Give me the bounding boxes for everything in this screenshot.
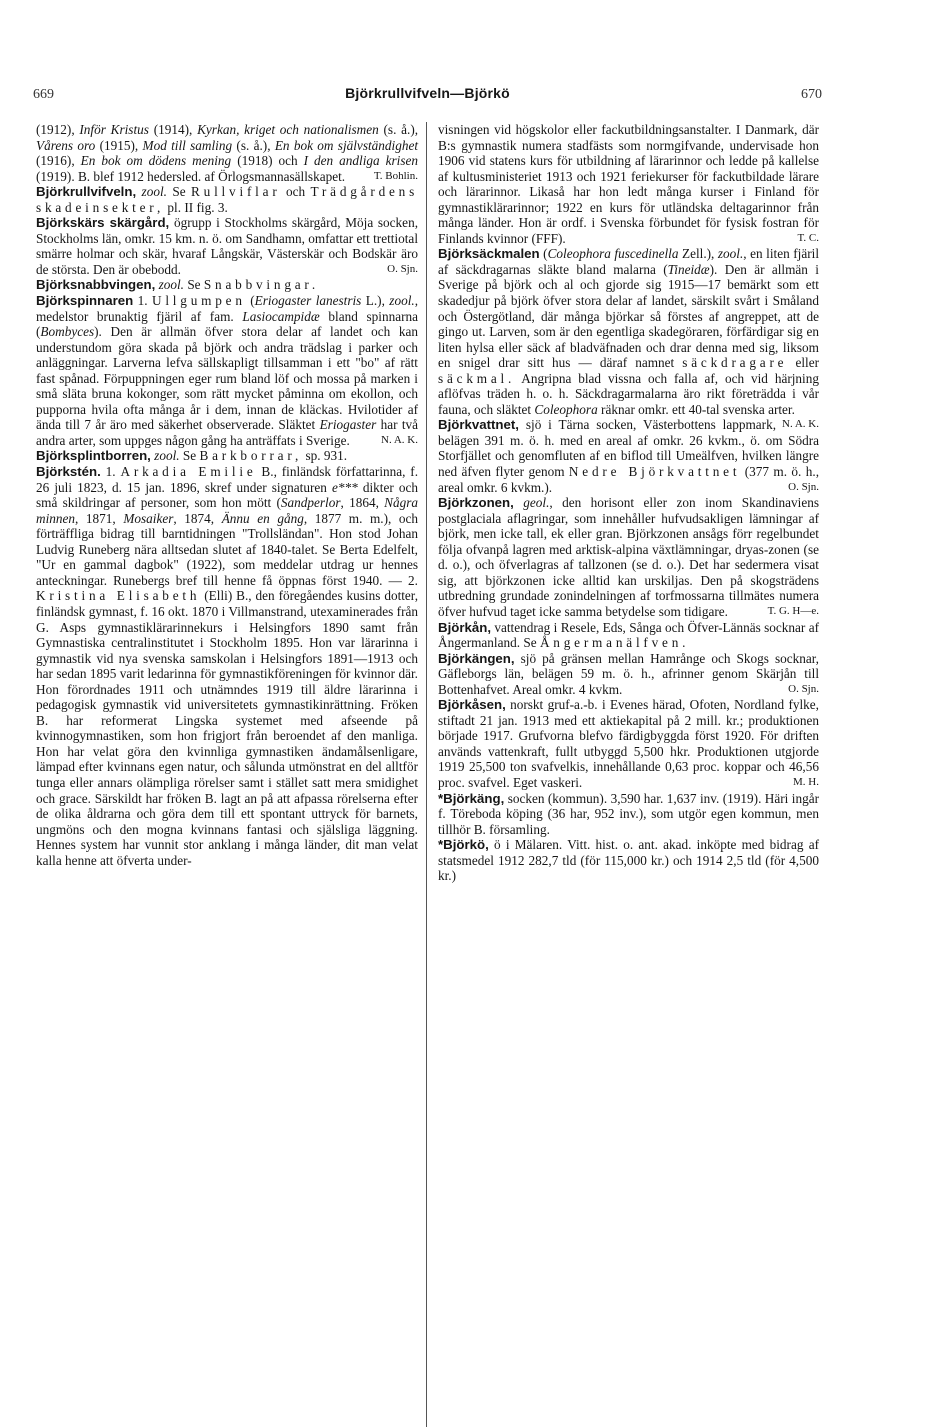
running-title: Björkrullvifveln—Björkö bbox=[345, 85, 510, 101]
headword: Björkskärs skärgård, bbox=[36, 215, 170, 231]
headword: Björksnabbvingen, bbox=[36, 277, 156, 293]
right-page-number: 670 bbox=[800, 87, 822, 102]
column-divider bbox=[426, 122, 427, 1427]
entry-bjorkasen: Björkåsen, norskt gruf-a.-b. i Evenes härad, Ofoten, Nordland fylke, stiftadt 21 jan. 1913 med ett aktiekapital på 2 mill. kr.; produktionen började 1917. Grufvorna blefvo färdigbyggda först 1920. För driften används vattenkraft, fullt utbyggd 5,500 hkr. Produktionen utgjorde 1919 25,500 ton svafvelkis, innehållande 0,63 proc. koppar och 46,56 proc. svafvel. Eget vaskeri. M. H. bbox=[438, 697, 819, 790]
headword: *Björkäng, bbox=[438, 790, 505, 806]
author-signature: N. A. K. bbox=[381, 433, 418, 446]
entry-bjorksackmalen: Björksäckmalen (Coleophora fuscedinella Zell.), zool., en liten fjäril af säckdragarnas släkte bland malarna (Tineidæ). Den är allmän i Sverige på björk och al och gjorde sig 1915—17 bemärkt som ett skadedjur på björk öfver stora delar af landet, särskilt svårt i Småland och Östergötland, där många björkar så förstes af angreppet, att de gingo ut. Larven, som är den egentliga skadegöraren, förfärdigar sig en liten hylsa eller säck af bladväfnaden och drar denna med sig, liksom en snigel drar sitt hus — däraf namnet säckdragare eller säckmal. Angripna blad vissna och falla af, och vid härjning aflöfvas träden h. o. h. Säckdragarmalarna äro rikt företrädda i vår fauna, och släktet Coleophora räknar omkr. ett 40-tal svenska arter. N. A. K. bbox=[438, 246, 819, 417]
author-signature: T. C. bbox=[797, 231, 819, 244]
author-signature: M. H. bbox=[793, 775, 819, 788]
entry-bjorkan: Björkån, vattendrag i Resele, Eds, Sånga och Öfver-Lännäs socknar af Ångermanland. Se Ångermanälfven. bbox=[438, 619, 819, 651]
author-signature: O. Sjn. bbox=[387, 262, 418, 275]
headword: Björkåsen, bbox=[438, 697, 506, 713]
entry-bjorkvattnet: Björkvattnet, sjö i Tärna socken, Västerbottens lappmark, belägen 391 m. ö. h. med en areal af omkr. 26 kvkm., ö. om Södra Storfjället och genomfluten af en biflod till Umeälfven, hvilken längre ned äfven flyter genom Nedre Björkvattnet (377 m. ö. h., areal omkr. 6 kvkm.). O. Sjn. bbox=[438, 417, 820, 495]
headword: Björkspinnaren bbox=[36, 293, 134, 309]
headword: Björkängen, bbox=[438, 650, 515, 666]
headword: Björkvattnet, bbox=[438, 417, 519, 433]
headword: Björksäckmalen bbox=[438, 246, 540, 262]
author-signature: O. Sjn. bbox=[788, 682, 819, 695]
entry-bjorkang: *Björkäng, socken (kommun). 3,590 har. 1,637 inv. (1919). Häri ingår f. Töreboda köping (36 har, 952 inv.), som utgör egen kommun, men tillhör B. församling. bbox=[438, 790, 819, 837]
headword: Björkzonen, bbox=[438, 495, 514, 511]
headword: Björksplintborren, bbox=[36, 448, 151, 464]
entry-bjorkrullvifveln: Björkrullvifveln, zool. Se Rullviflar och Trädgårdens skadeinsekter, pl. II fig. 3. bbox=[36, 184, 419, 215]
left-column bbox=[36, 122, 418, 868]
running-header bbox=[33, 85, 822, 103]
entry-bjorksnabbvingen: Björksnabbvingen, zool. Se Snabbvingar. bbox=[36, 277, 320, 293]
headword: *Björkö, bbox=[438, 837, 489, 853]
entry-bjorkangen: Björkängen, sjö på gränsen mellan Hamrånge och Skogs socknar, Gäfleborgs län, belägen 59 m. ö. h., afrinner genom Skärjån till Bottenhafvet. Areal omkr. 4 kvkm. O. Sjn. bbox=[438, 650, 819, 697]
entry-bjorksten: Björkstén. 1. Arkadia Emilie B., finländsk författarinna, f. 26 juli 1823, d. 15 jan. 1896, skref under signaturen e*** dikter och små skildringar af personer, som hon mött (Sandperlor, 1864, Några minnen, 1871, Mosaiker, 1874, Ännu en gång, 1877 m. m.), och förträffliga bidrag till barntidningen "Trollsländan". Hon stod Johan Ludvig Runeberg nära alltsedan slutet af 1840-talet. Se Berta Edelfelt, "Ur en gammal dagbok" (1922), som meddelar utdrag ur hennes anteckningar. Runebergs bref till henne få öppnas först 1940. — 2. Kristina Elisabeth (Elli) B., den föregåendes kusins dotter, finländsk gymnast, f. 16 okt. 1870 i Villmanstrand, utexaminerades från G. Asps gymnastiklärarinnekurs i Helsingfors 1890 samt från Gymnastiska centralinstitutet i Stockholm 1895. Hon var lärarinna i gymnastik vid nya svenska samskolan i Helsingfors 1891—1913 och har sedan 1895 varit ledarinna för gymnastikföreningen för kvinnor där. Hon förordnades 1911 och utnämndes 1919 till äldre lärarinna i pedagogisk gymnastik vid universitetets gymnastikinrättning. Fröken B. har reformerat Lingska systemet med afseende på kvinnogymnastiken, som hon frigjort från beroendet af den manliga. Hon har velat göra den kvinnliga gymnastiken ändamålsenligare, lämpad efter kvinnans egen natur, och sålunda utmönstrat en del alltför tunga eller annars olämpliga rörelser samt i stället satt mera smidighet och grace. Särskildt har fröken B. lagt an på att afpassa rörelserna efter de olika åldrarna och göra dem till ett spontant uttryck för barnets, ungmöns och den mogna kvinnans fantasi och själsliga läggning. Hennes system har vunnit stor anklang i många länder, dit man velat kalla henne att öfverta under- bbox=[36, 464, 419, 868]
entry-bjorkzonen: Björkzonen, geol., den horisont eller zon inom Skandinaviens postglaciala aflagringar, som innehåller hufvudsakligen lämningar af björk, men icke tall, ek eller gran. Björkzonen ansågs förr regelbundet följa ofvanpå lagren med arktisk-alpina växtlämningar, dryas-zonen (se d. o.), och öfverlagras af tallzonen (se d. o.). Det har sedermera visat sig, att björkzonen icke alltid kan urskiljas. Den på skogsträdens utbredning grundade zonindelningen af torfmossarna tillmätes numera öfver hufvud taget icke samma betydelse som tidigare. T. G. H—e. bbox=[438, 495, 820, 619]
author-signature: T. G. H—e. bbox=[767, 604, 819, 617]
right-column bbox=[438, 122, 819, 884]
entry-bjorkskars-skargard: Björkskärs skärgård, ögrupp i Stockholms skärgård, Möja socken, Stockholms län, omkr. 15 km. n. ö. om Sandhamn, omfattar ett trettiotal smärre holmar och skär, hvaraf Långskär, Västerskär och Bodskär äro de största. Den är obebodd. O. Sjn. bbox=[36, 215, 419, 277]
headword: Björkrullvifveln, bbox=[36, 184, 137, 200]
author-signature: O. Sjn. bbox=[788, 480, 819, 493]
entry-continuation: visningen vid högskolor eller fackutbildningsanstalter. I Danmark, där B:s gymnastik numera stadfästs som normgifvande, undervisade hon 1906 vid statens kurs för utbildning af lärarinnor och ledde på kallelse af kultusministeriet 1913 och 1921 feriekurser för fackutbildade lärare och lärarinnor. Likaså har hon ledt många kurser i Finland för gymnastiklärarinnor; 1922 en kurs för utländska deltagarinnor från många länder. Hon är ordf. i Svenska förbundet för fysisk fostran för Finlands kvinnor (FFF). T. C. bbox=[438, 122, 819, 246]
entry-bjorko: *Björkö, ö i Mälaren. Vitt. hist. o. ant. akad. inköpte med bidrag af statsmedel 1912 282,7 tld (för 115,000 kr.) och 1914 2,5 tld (för 4,500 kr.) bbox=[438, 837, 819, 884]
author-signature: T. Bohlin. bbox=[373, 169, 418, 182]
headword: Björkstén. bbox=[36, 464, 101, 480]
entry-continuation: (1912), Inför Kristus (1914), Kyrkan, kriget och nationalismen (s. å.), Vårens oro (1915), Mod till samling (s. å.), En bok om självständighet (1916), En bok om dödens mening (1918) och I den andliga krisen (1919). B. blef 1912 hedersled. af Örlogsmannasällskapet. T. Bohlin. bbox=[36, 122, 419, 184]
author-signature: N. A. K. bbox=[782, 418, 819, 431]
entry-bjorksplintborren: Björksplintborren, zool. Se Barkborrar, sp. 931. bbox=[36, 448, 348, 464]
left-page-number: 669 bbox=[33, 87, 54, 102]
headword: Björkån, bbox=[438, 619, 492, 635]
entry-bjorkspinnaren: Björkspinnaren 1. Ullgumpen (Eriogaster lanestris L.), zool., medelstor brunaktig fjäril af fam. Lasiocampidæ bland spinnarna (Bombyces). Den är allmän öfver stora delar af landet och kan understundom göra skada på björk och andra trädslag i parker och anläggningar. Larverna lefva sällskapligt tillsamman i ett "bo" af rätt fast spånad. Förpuppningen eger rum bland löf och mossa på marken i små släta bruna kokonger, som rätt mycket påminna om ekollon, och pupporna hvila ofta många år i dem, innan de kläckas. Hvilotider af ända till 7 år äro med säkerhet observerade. Släktet Eriogaster har två andra arter, som uppges någon gång ha anträffats i Sverige. N. A. K. bbox=[36, 293, 419, 448]
